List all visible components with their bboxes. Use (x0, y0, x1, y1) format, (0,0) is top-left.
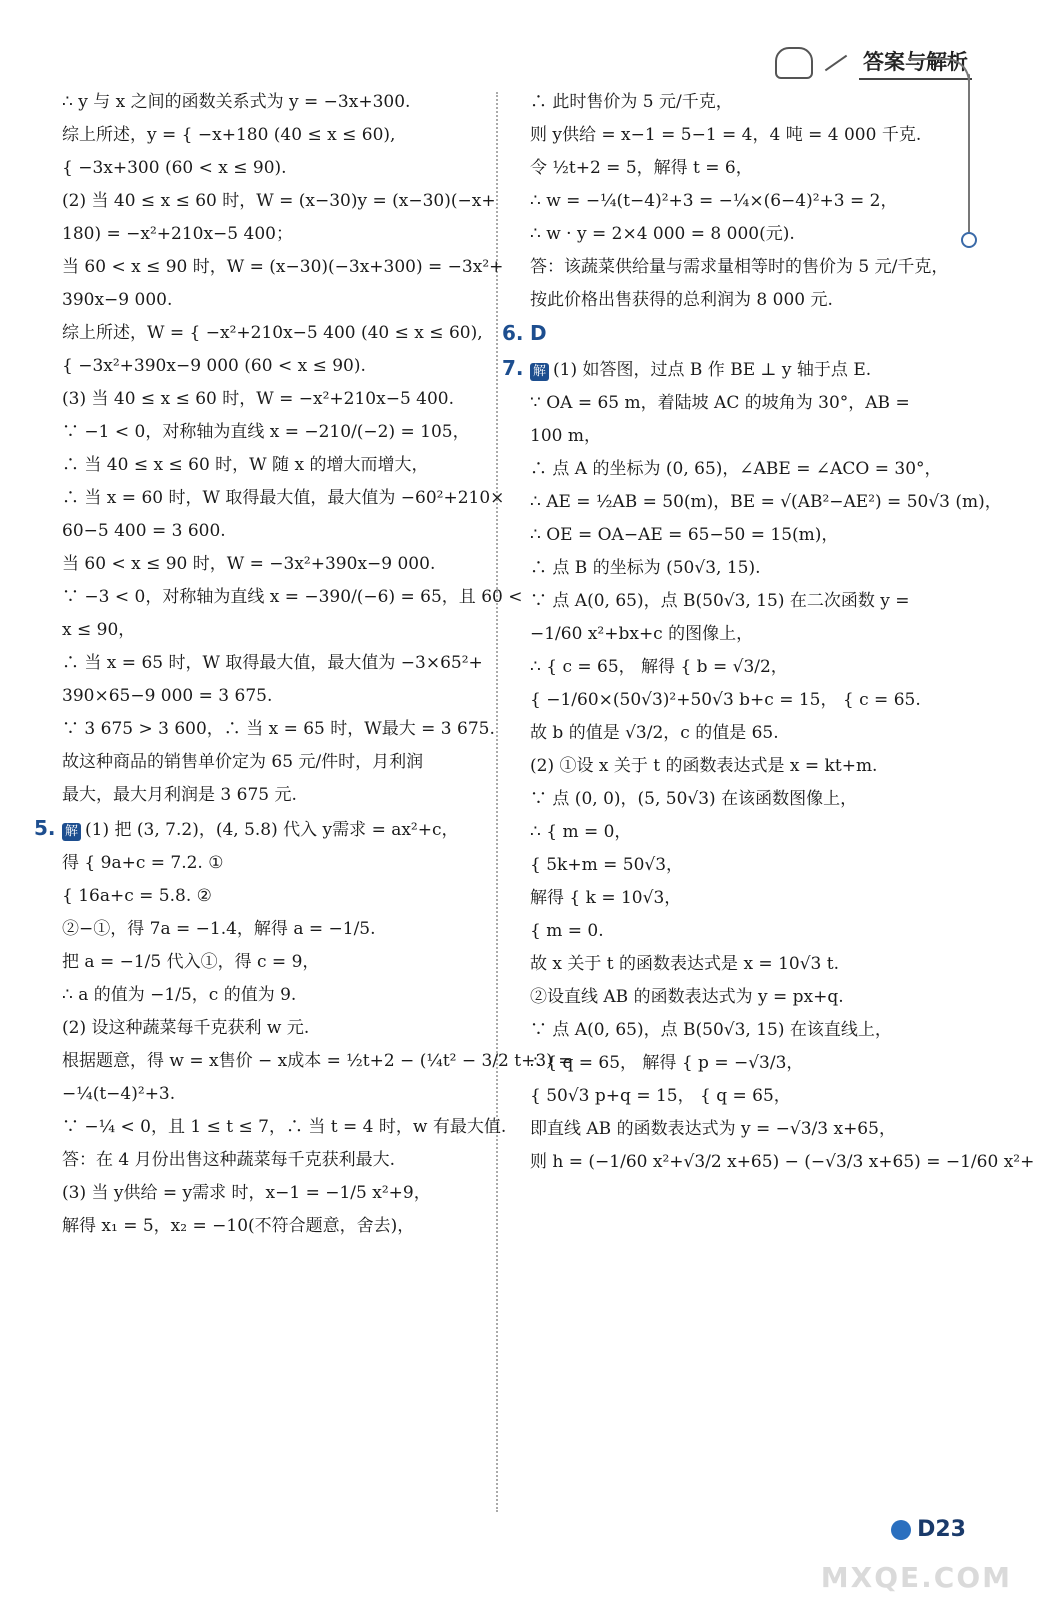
q7-line: 则 h = (−1/60 x²+√3/2 x+65) − (−√3/3 x+65) = −1/60 x²+ (530, 1152, 1035, 1172)
left-column-line: ∵ 3 675 > 3 600，∴ 当 x = 65 时，W最大 = 3 675. (62, 719, 495, 739)
left-column-line: { −3x+300 (60 < x ≤ 90). (62, 158, 287, 178)
q7-line: −1/60 x²+bx+c 的图像上， (530, 624, 754, 644)
page-footer (891, 1517, 966, 1542)
decorative-line (968, 74, 970, 234)
right-column-line: ∴ 此时售价为 5 元/千克， (530, 92, 733, 112)
left-column-line: ∴ 当 x = 65 时，W 取得最大值，最大值为 −3×65²+ (62, 653, 483, 673)
watermark: MXQE.COM (820, 1561, 1012, 1594)
left-column-lines (62, 86, 523, 812)
left-column-line: ∵ −1 < 0，对称轴为直线 x = −210/(−2) = 105， (62, 422, 470, 442)
q7-line: ∵ 点 A(0, 65)，点 B(50√3, 15) 在二次函数 y = (530, 591, 910, 611)
q7-line: 故 b 的值是 √3/2，c 的值是 65. (530, 723, 779, 743)
header-title: 答案与解析 (859, 46, 972, 80)
right-column-line: 则 y供给 = x−1 = 5−1 = 4，4 吨 = 4 000 千克. (530, 125, 922, 145)
q7-lines (530, 387, 1035, 1179)
q5-line: ②−①，得 7a = −1.4，解得 a = −1/5. (62, 919, 376, 939)
left-column-line: (2) 当 40 ≤ x ≤ 60 时，W = (x−30)y = (x−30)(−x+ (62, 191, 496, 211)
q5-solution-tag: 解 (62, 823, 81, 841)
left-column-line: 当 60 < x ≤ 90 时，W = −3x²+390x−9 000. (62, 554, 436, 574)
q5-line: ∴ a 的值为 −1/5，c 的值为 9. (62, 985, 297, 1005)
q5-line: (2) 设这种蔬菜每千克获利 w 元. (62, 1018, 310, 1038)
q7-line: 故 x 关于 t 的函数表达式是 x = 10√3 t. (530, 954, 839, 974)
right-column-line: ∴ w = −¼(t−4)²+3 = −¼×(6−4)²+3 = 2， (530, 191, 898, 211)
q6-number: 6. (502, 321, 524, 345)
left-column-line: ∴ 当 40 ≤ x ≤ 60 时，W 随 x 的增大而增大， (62, 455, 429, 475)
q7-line: { −1/60×(50√3)²+50√3 b+c = 15， { c = 65. (530, 690, 921, 710)
q5-line: (1) 把 (3, 7.2)，(4, 5.8) 代入 y需求 = ax²+c， (85, 820, 459, 840)
q7-line: ∴ 点 B 的坐标为 (50√3, 15). (530, 558, 761, 578)
page-number: D23 (917, 1517, 966, 1542)
left-column-line: ∴ y 与 x 之间的函数关系式为 y = −3x+300. (62, 92, 411, 112)
left-column-line: 综上所述，W = { −x²+210x−5 400 (40 ≤ x ≤ 60), (62, 323, 483, 343)
question-6 (502, 317, 960, 352)
q7-line: ∴ { m = 0， (530, 822, 632, 842)
q5-line: 解得 x₁ = 5，x₂ = −10(不符合题意，舍去)， (62, 1216, 415, 1236)
right-column-line: 答：该蔬菜供给量与需求量相等时的售价为 5 元/千克， (530, 257, 949, 277)
left-column-line: 60−5 400 = 3 600. (62, 521, 226, 541)
q7-line: ∵ 点 (0, 0)，(5, 50√3) 在该函数图像上， (530, 789, 858, 809)
q7-line: 即直线 AB 的函数表达式为 y = −√3/3 x+65， (530, 1119, 896, 1139)
owl-logo-icon (775, 47, 813, 79)
q7-line: (2) ①设 x 关于 t 的函数表达式是 x = kt+m. (530, 756, 878, 776)
right-column-line: 令 ½t+2 = 5，解得 t = 6， (530, 158, 753, 178)
decorative-pin-icon (961, 232, 977, 248)
left-column-line: { −3x²+390x−9 000 (60 < x ≤ 90). (62, 356, 366, 376)
q7-line: ∴ 点 A 的坐标为 (0, 65)，∠ABE = ∠ACO = 30°， (530, 459, 942, 479)
q7-line: ∵ 点 A(0, 65)，点 B(50√3, 15) 在该直线上， (530, 1020, 892, 1040)
left-column-line: ∵ −3 < 0，对称轴为直线 x = −390/(−6) = 65，且 60 < (62, 587, 523, 607)
q5-line: 得 { 9a+c = 7.2. ① (62, 853, 224, 873)
divider-slash (825, 55, 847, 72)
right-column-lines (530, 86, 960, 317)
q7-line: ②设直线 AB 的函数表达式为 y = px+q. (530, 987, 844, 1007)
q7-line: ∴ OE = OA−AE = 65−50 = 15(m)， (530, 525, 839, 545)
left-column-line: 390×65−9 000 = 3 675. (62, 686, 273, 706)
q6-answer: D (530, 321, 547, 345)
left-column-line: 综上所述，y = { −x+180 (40 ≤ x ≤ 60), (62, 125, 396, 145)
left-column-line: ∴ 当 x = 60 时，W 取得最大值，最大值为 −60²+210× (62, 488, 505, 508)
q7-number: 7. (502, 356, 524, 380)
q5-line: (3) 当 y供给 = y需求 时，x−1 = −1/5 x²+9， (62, 1183, 431, 1203)
q7-line: ∴ { q = 65， 解得 { p = −√3/3， (530, 1053, 804, 1073)
q7-line: { 5k+m = 50√3， (530, 855, 684, 875)
q7-line: ∴ AE = ½AB = 50(m)，BE = √(AB²−AE²) = 50√3 (m)， (530, 492, 1002, 512)
question-7 (502, 352, 1035, 1179)
q7-header-line (502, 352, 960, 387)
q5-number: 5. (34, 816, 56, 840)
q5-header-line (34, 812, 492, 847)
left-column-line: 最大，最大月利润是 3 675 元. (62, 785, 297, 805)
q5-line: 答：在 4 月份出售这种蔬菜每千克获利最大. (62, 1150, 396, 1170)
q7-solution-tag: 解 (530, 363, 549, 381)
q7-line: ∴ { c = 65， 解得 { b = √3/2， (530, 657, 788, 677)
right-column (502, 86, 1035, 1179)
q5-line: ∵ −¼ < 0，且 1 ≤ t ≤ 7，∴ 当 t = 4 时，w 有最大值. (62, 1117, 507, 1137)
left-column-line: 390x−9 000. (62, 290, 173, 310)
q7-line: 解得 { k = 10√3， (530, 888, 682, 908)
column-divider (496, 92, 498, 1512)
right-column-line: ∴ w · y = 2×4 000 = 8 000(元). (530, 224, 795, 244)
q7-line: (1) 如答图，过点 B 作 BE ⊥ y 轴于点 E. (553, 360, 872, 380)
left-column-line: x ≤ 90， (62, 620, 136, 640)
q5-line: 把 a = −1/5 代入①，得 c = 9， (62, 952, 320, 972)
q7-line: 100 m， (530, 426, 601, 446)
left-column-line: 故这种商品的销售单价定为 65 元/件时，月利润 (62, 752, 424, 772)
q5-line: −¼(t−4)²+3. (62, 1084, 176, 1104)
left-column-line: 180) = −x²+210x−5 400； (62, 224, 293, 244)
q7-line: { 50√3 p+q = 15， { q = 65， (530, 1086, 791, 1106)
right-column-line: 按此价格出售获得的总利润为 8 000 元. (530, 290, 833, 310)
q7-line: ∵ OA = 65 m，着陆坡 AC 的坡角为 30°，AB = (530, 393, 910, 413)
q5-line: { 16a+c = 5.8. ② (62, 886, 212, 906)
q7-line: { m = 0. (530, 921, 604, 941)
q5-line: 根据题意，得 w = x售价 − x成本 = ½t+2 − (¼t² − 3/2 t+3) = (62, 1051, 573, 1071)
left-column-line: (3) 当 40 ≤ x ≤ 60 时，W = −x²+210x−5 400. (62, 389, 455, 409)
left-column-line: 当 60 < x ≤ 90 时，W = (x−30)(−3x+300) = −3x²+ (62, 257, 504, 277)
page-dot-icon (891, 1520, 911, 1540)
